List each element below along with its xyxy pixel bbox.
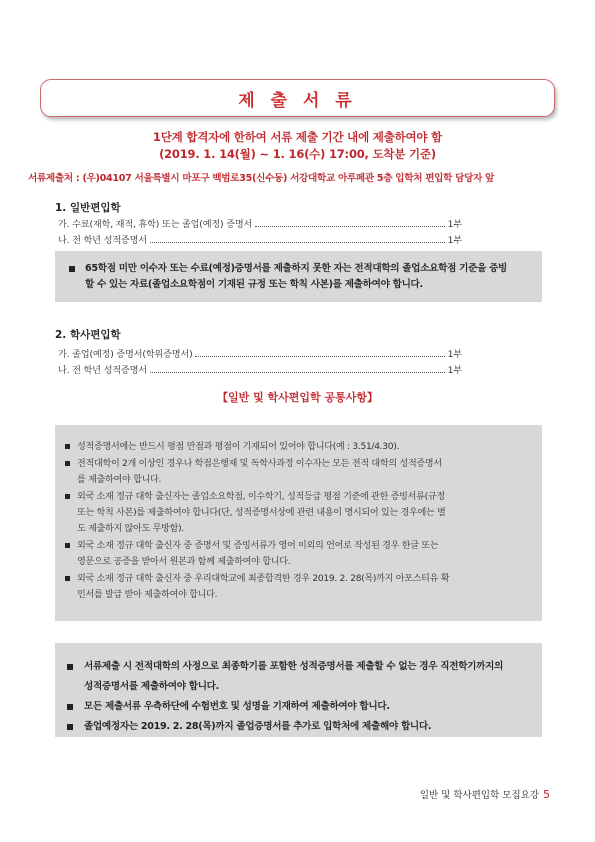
common-heading: 【일반 및 학사편입학 공통사항】	[217, 391, 378, 404]
document-count: 1부	[447, 365, 462, 376]
note-item	[69, 261, 528, 293]
document-label: 가. 졸업(예정) 증명서(학위증명서)	[58, 349, 193, 360]
footer-text: 일반 및 학사편입학 모집요강	[419, 790, 539, 801]
submission-address: 서류제출처 : (우)04107 서울특별시 마포구 백범로35(신수동) 서강대학교 아루페관 5층 입학처 편입학 담당자 앞	[28, 173, 495, 184]
leader-dots	[150, 242, 445, 243]
square-bullet-icon	[67, 664, 73, 670]
leader-dots	[150, 372, 445, 373]
document-count: 1부	[447, 235, 462, 246]
square-bullet-icon	[67, 704, 73, 710]
deadline-period: (2019. 1. 14(월) ~ 1. 16(수) 17:00, 도착분 기준)	[159, 147, 436, 161]
document-row	[58, 216, 462, 230]
square-bullet-icon	[65, 576, 70, 581]
bachelor-transfer-heading: 2. 학사편입학	[55, 329, 121, 341]
final-note-item	[67, 717, 528, 737]
square-bullet-icon	[67, 724, 73, 730]
document-row	[58, 362, 462, 376]
document-row	[58, 346, 462, 360]
square-bullet-icon	[69, 266, 75, 272]
square-bullet-icon	[65, 444, 70, 449]
leader-dots	[255, 226, 444, 227]
square-bullet-icon	[65, 461, 70, 466]
final-note-item	[67, 697, 528, 717]
document-label: 나. 전 학년 성적증명서	[58, 365, 147, 376]
common-item	[65, 571, 528, 603]
final-note-text: 졸업예정자는 2019. 2. 28(목)까지 졸업증명서를 추가로 입학처에 제출해야 합니다.	[84, 721, 432, 732]
final-note-text: 서류제출 시 전적대학의 사정으로 최종학기를 포함한 성적증명서를 제출할 수 없는 경우 직전학기까지의 성적증명서를 제출하여야 합니다.	[84, 661, 504, 692]
common-item-text: 성적증명서에는 반드시 평점 만점과 평점이 기재되어 있어야 합니다(예 : 3.51/4.30).	[77, 442, 400, 452]
final-note-item	[67, 657, 528, 697]
deadline-notice: 1단계 합격자에 한하여 서류 제출 기간 내에 제출하여야 함	[152, 130, 443, 144]
square-bullet-icon	[65, 543, 70, 548]
common-note-box	[55, 425, 542, 621]
document-label: 나. 전 학년 성적증명서	[58, 235, 147, 246]
common-item	[65, 538, 528, 570]
common-item	[65, 456, 528, 488]
document-count: 1부	[447, 219, 462, 230]
page-number: 5	[543, 788, 550, 801]
common-item	[65, 489, 528, 537]
common-item-text: 외국 소재 정규 대학 출신자는 졸업소요학점, 이수학기, 성적등급 평점 기준에 관한 증빙서류(규정 또는 학칙 사본)를 제출하여야 합니다(단, 성적증명서상에 관련 내용이 명시되어 있는 경우에는 별 도 제출하지 않아도 무방함).	[77, 492, 446, 534]
section-title-box	[40, 79, 555, 117]
general-transfer-heading: 1. 일반편입학	[55, 202, 121, 214]
final-note-text: 모든 제출서류 우측하단에 수험번호 및 성명을 기재하여 제출하여야 합니다.	[84, 701, 390, 712]
square-bullet-icon	[65, 494, 70, 499]
document-label: 가. 수료(재학, 재적, 휴학) 또는 졸업(예정) 증명서	[58, 219, 253, 230]
leader-dots	[195, 356, 444, 357]
common-item	[65, 439, 528, 455]
general-note-box	[55, 251, 542, 302]
document-row	[58, 232, 462, 246]
document-count: 1부	[447, 349, 462, 360]
common-item-text: 전적대학이 2개 이상인 경우나 학점은행제 및 독학사과정 이수자는 모든 전적 대학의 성적증명서 를 제출하여야 합니다.	[77, 459, 442, 485]
section-title: 제 출 서 류	[238, 90, 357, 111]
final-note-box	[55, 643, 542, 737]
common-item-text: 외국 소재 정규 대학 출신자 중 우리대학교에 최종합격한 경우 2019. 2. 28(목)까지 아포스티유 확 인서를 발급 받아 제출하여야 합니다.	[77, 574, 450, 600]
note-text: 65학점 미만 이수자 또는 수료(예정)증명서를 제출하지 못한 자는 전적대학의 졸업소요학점 기준을 증빙 할 수 있는 자료(졸업소요학점이 기재된 규정 또는 학칙 사본)를 제출하여야 합니다.	[85, 263, 508, 290]
page-footer	[420, 787, 550, 801]
common-item-text: 외국 소재 정규 대학 출신자 중 증명서 및 증빙서류가 영어 이외의 언어로 작성된 경우 한글 또는 영문으로 공증을 받아서 원본과 함께 제출하여야 합니다.	[77, 541, 439, 567]
